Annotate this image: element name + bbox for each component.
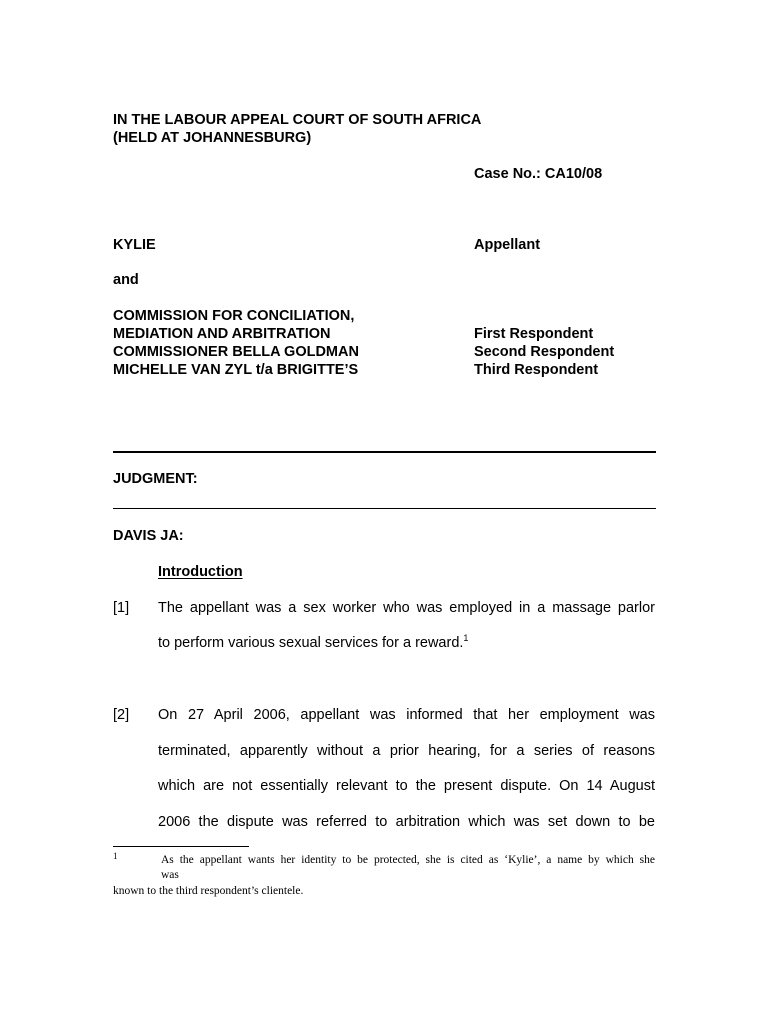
first-respondent-role: First Respondent (474, 326, 594, 342)
case-number: Case No.: CA10/08 (474, 166, 603, 182)
paragraph-line: which are not essentially relevant to the present dispute. On 14 August (158, 778, 655, 794)
footnote-text: known to the third respondent’s clientele. (113, 885, 304, 897)
appellant-role: Appellant (474, 237, 541, 253)
paragraph-line: On 27 April 2006, appellant was informed that her employment was (158, 707, 655, 723)
respondent-line: MEDIATION AND ARBITRATION (113, 326, 331, 342)
paragraph-line-with-footnote (158, 634, 468, 652)
judgment-label: JUDGMENT: (113, 471, 198, 487)
paragraph-text: to perform various sexual services for a reward. (158, 635, 464, 651)
divider-thin (113, 508, 656, 509)
court-name: IN THE LABOUR APPEAL COURT OF SOUTH AFRICA (113, 112, 482, 128)
footnote-text: was (161, 869, 179, 881)
footnote-number: 1 (113, 851, 118, 861)
respondent-line: COMMISSION FOR CONCILIATION, (113, 308, 355, 324)
section-heading: Introduction (158, 564, 243, 580)
paragraph-line: terminated, apparently without a prior hearing, for a series of reasons (158, 743, 655, 759)
paragraph-number: [2] (113, 707, 130, 723)
judge-name: DAVIS JA: (113, 528, 184, 544)
footnote-separator (113, 846, 249, 847)
footnote-reference[interactable]: 1 (463, 633, 469, 644)
court-location: (HELD AT JOHANNESBURG) (113, 130, 312, 146)
second-respondent-role: Second Respondent (474, 344, 615, 360)
parties-connector: and (113, 272, 139, 288)
appellant-name: KYLIE (113, 237, 156, 253)
divider-thick (113, 451, 656, 453)
paragraph-number: [1] (113, 600, 130, 616)
respondent-line: COMMISSIONER BELLA GOLDMAN (113, 344, 359, 360)
paragraph-line: The appellant was a sex worker who was employed in a massage parlor (158, 600, 655, 616)
respondent-line: MICHELLE VAN ZYL t/a BRIGITTE’S (113, 362, 359, 378)
footnote-text: As the appellant wants her identity to be protected, she is cited as ‘Kylie’, a name by which she (161, 854, 655, 866)
paragraph-line: 2006 the dispute was referred to arbitration which was set down to be (158, 814, 655, 830)
third-respondent-role: Third Respondent (474, 362, 599, 378)
